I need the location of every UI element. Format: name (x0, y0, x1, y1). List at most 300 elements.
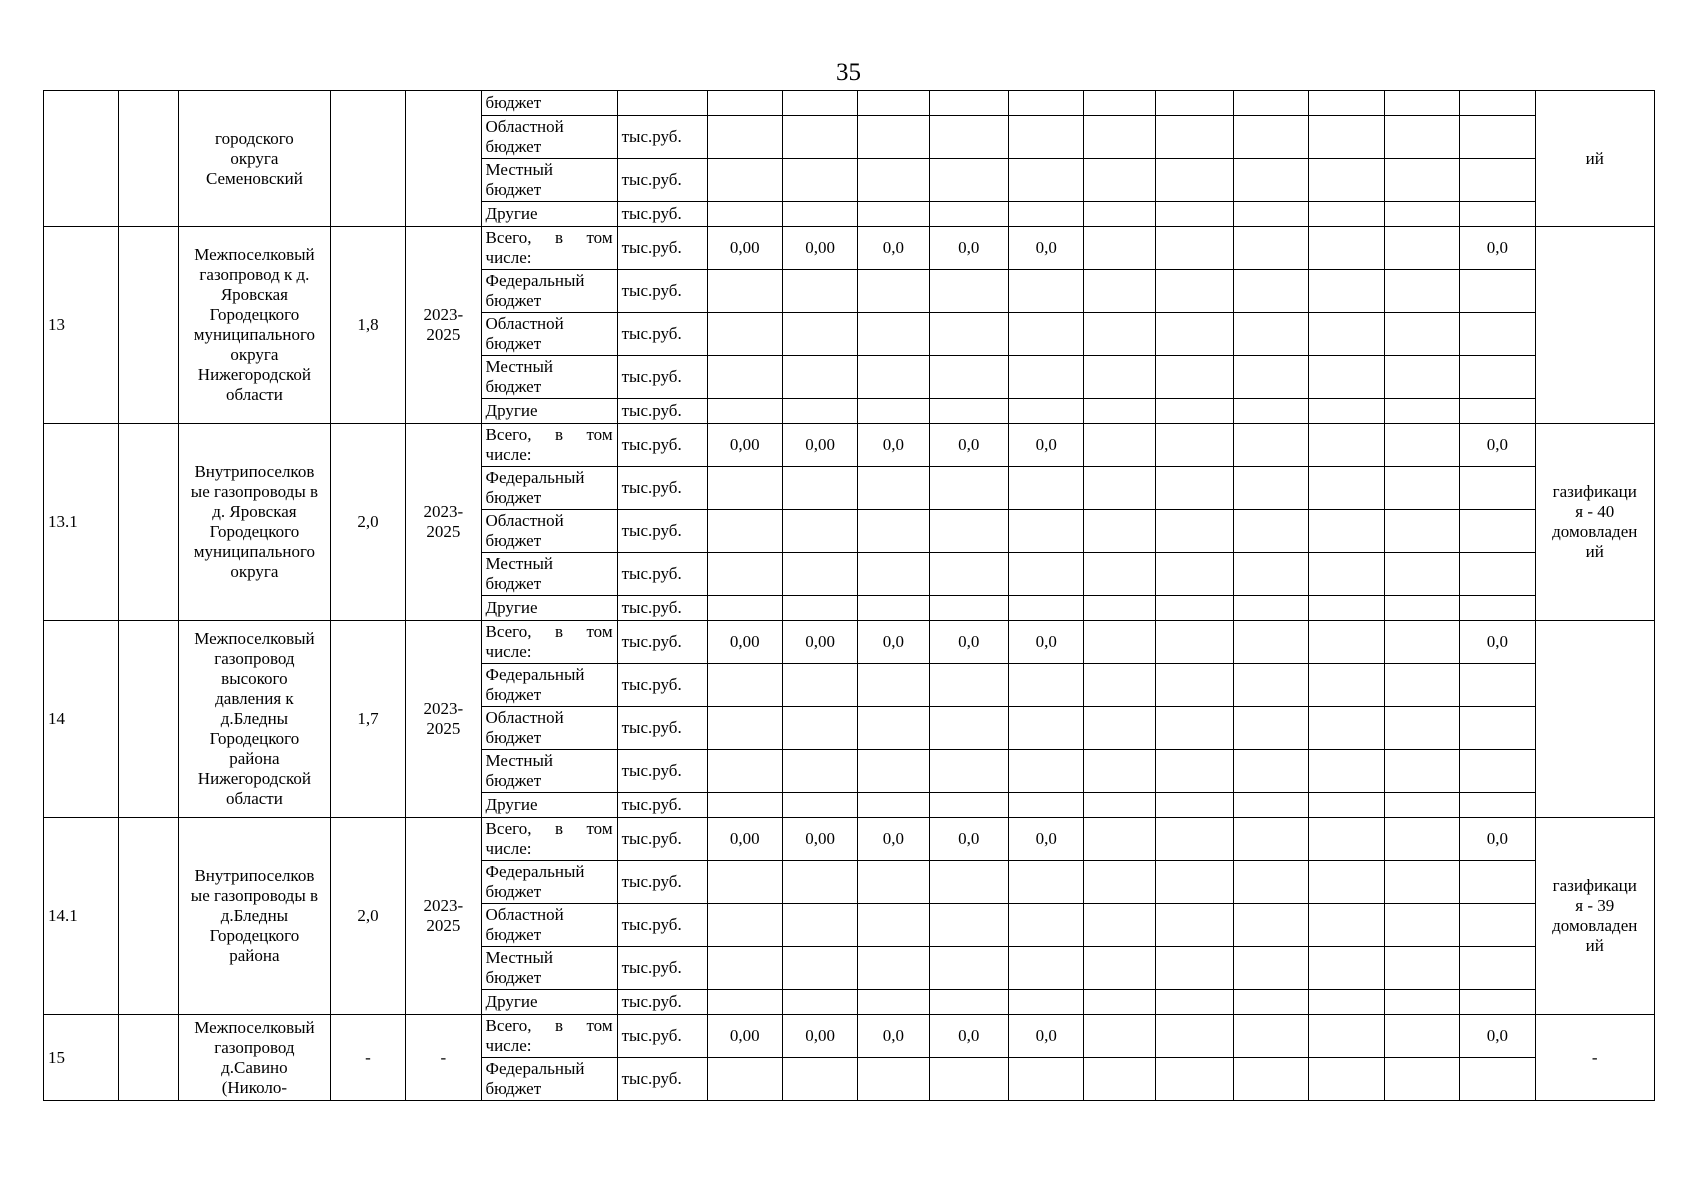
source-line: числе: (485, 839, 532, 858)
total-cell: 0,0 (1460, 227, 1535, 270)
empty-cell (1384, 227, 1459, 270)
empty-cell (1234, 707, 1309, 750)
unit-cell: тыс.руб. (617, 793, 707, 818)
value-cell: 0,0 (858, 227, 929, 270)
empty-cell (1084, 202, 1155, 227)
object-line: д.Бледны (220, 709, 289, 728)
empty-cell (1384, 202, 1459, 227)
value-cell: 0,00 (707, 1015, 782, 1058)
source-word: том (586, 425, 613, 444)
empty-cell (707, 596, 782, 621)
empty-cell (1155, 399, 1234, 424)
value-cell: 0,0 (858, 424, 929, 467)
object-line: Городецкого (209, 522, 300, 541)
object-line: Межпоселковый (194, 629, 315, 648)
empty-cell (929, 270, 1009, 313)
source-line: Местный (485, 554, 553, 573)
unit-cell: тыс.руб. (617, 356, 707, 399)
empty-cell (1084, 1058, 1155, 1101)
source-word: том (586, 622, 613, 641)
empty-cell (1309, 467, 1384, 510)
unit-cell: тыс.руб. (617, 467, 707, 510)
empty-cell (1384, 510, 1459, 553)
source-other: Другие (481, 990, 617, 1015)
unit-cell: тыс.руб. (617, 424, 707, 467)
empty-cell (707, 116, 782, 159)
source-line: бюджет (485, 771, 542, 790)
empty-cell (119, 1015, 179, 1101)
empty-cell (858, 596, 929, 621)
empty-cell (782, 399, 857, 424)
empty-cell (1384, 861, 1459, 904)
empty-cell (1234, 904, 1309, 947)
empty-cell (1384, 793, 1459, 818)
empty-cell (1460, 399, 1535, 424)
empty-cell (1384, 159, 1459, 202)
empty-cell (1384, 1015, 1459, 1058)
empty-cell (858, 313, 929, 356)
period-cell (406, 227, 481, 424)
unit-cell: тыс.руб. (617, 553, 707, 596)
empty-cell (1460, 510, 1535, 553)
source-line: бюджет (485, 925, 542, 944)
empty-cell (1234, 424, 1309, 467)
empty-cell (1009, 553, 1084, 596)
unit-cell: тыс.руб. (617, 159, 707, 202)
empty-cell (1155, 793, 1234, 818)
empty-cell (1384, 990, 1459, 1015)
period-line: 2023- (423, 699, 464, 718)
table-row (44, 818, 1655, 861)
empty-cell (707, 510, 782, 553)
empty-cell (707, 399, 782, 424)
empty-cell (1460, 116, 1535, 159)
empty-cell (858, 399, 929, 424)
empty-cell (1460, 91, 1535, 116)
source-line: бюджет (485, 334, 542, 353)
empty-cell (782, 356, 857, 399)
empty-cell (1084, 159, 1155, 202)
result-cell (1535, 1015, 1654, 1101)
empty-cell (858, 1058, 929, 1101)
empty-cell (1309, 202, 1384, 227)
source-line: бюджет (485, 1079, 542, 1098)
empty-cell (1155, 202, 1234, 227)
empty-cell (1384, 947, 1459, 990)
empty-cell (1155, 1058, 1234, 1101)
source-word: в (554, 622, 563, 641)
empty-cell (1234, 664, 1309, 707)
empty-cell (1309, 861, 1384, 904)
period-line: 2025 (426, 522, 461, 541)
empty-cell (1384, 270, 1459, 313)
source-line (486, 228, 613, 248)
empty-cell (119, 91, 179, 227)
object-name (179, 1015, 331, 1101)
empty-cell (929, 510, 1009, 553)
empty-cell (782, 947, 857, 990)
result-line: домовладен (1552, 522, 1638, 541)
empty-cell (858, 510, 929, 553)
source-line: числе: (485, 642, 532, 661)
source-word: Всего, (485, 819, 532, 838)
page-number: 35 (836, 59, 861, 86)
source-word: том (586, 819, 613, 838)
empty-cell (707, 664, 782, 707)
source-federal (481, 664, 617, 707)
empty-cell (1009, 664, 1084, 707)
empty-cell (1084, 861, 1155, 904)
empty-cell (1084, 596, 1155, 621)
empty-cell (1084, 904, 1155, 947)
empty-cell (929, 707, 1009, 750)
empty-cell (707, 707, 782, 750)
empty-cell (1009, 990, 1084, 1015)
length-cell: 1,8 (330, 227, 405, 424)
empty-cell (858, 793, 929, 818)
empty-cell (1309, 424, 1384, 467)
unit-cell: тыс.руб. (617, 1015, 707, 1058)
empty-cell (1084, 270, 1155, 313)
source-word: том (586, 228, 613, 247)
empty-cell (1460, 467, 1535, 510)
row-number: 15 (44, 1015, 119, 1101)
empty-cell (858, 990, 929, 1015)
empty-cell (1084, 313, 1155, 356)
source-total (481, 621, 617, 664)
empty-cell (707, 270, 782, 313)
source-budget: бюджет (481, 91, 617, 116)
empty-cell (782, 91, 857, 116)
empty-cell (1234, 116, 1309, 159)
empty-cell (1155, 990, 1234, 1015)
source-total (481, 818, 617, 861)
period-line: 2025 (426, 719, 461, 738)
table-row (44, 227, 1655, 270)
source-line: числе: (485, 1036, 532, 1055)
empty-cell (1234, 467, 1309, 510)
empty-cell (707, 313, 782, 356)
period-cell (406, 818, 481, 1015)
period-cell (406, 621, 481, 818)
empty-cell (782, 793, 857, 818)
unit-cell: тыс.руб. (617, 596, 707, 621)
empty-cell (1234, 621, 1309, 664)
empty-cell (782, 159, 857, 202)
empty-cell (858, 202, 929, 227)
source-regional (481, 904, 617, 947)
empty-cell (1460, 664, 1535, 707)
source-line: Федеральный (485, 468, 585, 487)
empty-cell (1084, 818, 1155, 861)
source-local (481, 947, 617, 990)
source-word: в (554, 425, 563, 444)
source-regional (481, 313, 617, 356)
object-name (179, 227, 331, 424)
empty-cell (1309, 596, 1384, 621)
empty-cell (782, 313, 857, 356)
empty-cell (1155, 510, 1234, 553)
object-line: муниципального (193, 542, 316, 561)
empty-cell (707, 356, 782, 399)
empty-cell (858, 861, 929, 904)
source-word: в (554, 1016, 563, 1035)
empty-cell (1009, 707, 1084, 750)
empty-cell (1384, 596, 1459, 621)
table-row (44, 424, 1655, 467)
source-line: бюджет (485, 531, 542, 550)
empty-cell (1460, 553, 1535, 596)
unit-cell: тыс.руб. (617, 227, 707, 270)
empty-cell (1234, 91, 1309, 116)
empty-cell (929, 356, 1009, 399)
empty-cell (1009, 202, 1084, 227)
empty-cell (929, 116, 1009, 159)
period-line: 2023- (423, 896, 464, 915)
empty-cell (1460, 313, 1535, 356)
value-cell: 0,00 (707, 227, 782, 270)
empty-cell (1460, 270, 1535, 313)
source-word: Всего, (485, 622, 532, 641)
source-line: Местный (485, 160, 553, 179)
empty-cell (707, 990, 782, 1015)
object-name (179, 424, 331, 621)
empty-cell (858, 750, 929, 793)
result-cell (1535, 424, 1654, 621)
source-word: Всего, (485, 1016, 532, 1035)
empty-cell (782, 904, 857, 947)
row-number: 14.1 (44, 818, 119, 1015)
length-cell (330, 91, 405, 227)
length-cell: 2,0 (330, 424, 405, 621)
empty-cell (707, 1058, 782, 1101)
length-cell: 2,0 (330, 818, 405, 1015)
empty-cell (1009, 467, 1084, 510)
unit-cell: тыс.руб. (617, 861, 707, 904)
source-total (481, 424, 617, 467)
source-line: бюджет (485, 574, 542, 593)
period-line: 2025 (426, 916, 461, 935)
source-line: Областной (485, 117, 564, 136)
empty-cell (1084, 553, 1155, 596)
empty-cell (1009, 159, 1084, 202)
empty-cell (1309, 270, 1384, 313)
source-line: бюджет (485, 137, 542, 156)
empty-cell (782, 270, 857, 313)
empty-cell (1309, 818, 1384, 861)
empty-cell (1009, 313, 1084, 356)
empty-cell (1155, 467, 1234, 510)
empty-cell (1309, 990, 1384, 1015)
empty-cell (1009, 356, 1084, 399)
empty-cell (929, 861, 1009, 904)
empty-cell (782, 861, 857, 904)
source-other: Другие (481, 793, 617, 818)
unit-cell: тыс.руб. (617, 399, 707, 424)
empty-cell (1084, 793, 1155, 818)
source-word: в (554, 819, 563, 838)
empty-cell (1234, 553, 1309, 596)
object-line: Семеновский (205, 168, 303, 188)
empty-cell (929, 664, 1009, 707)
result-line: ий (1585, 542, 1604, 561)
empty-cell (707, 750, 782, 793)
unit-cell: тыс.руб. (617, 202, 707, 227)
empty-cell (707, 861, 782, 904)
empty-cell (929, 202, 1009, 227)
empty-cell (1084, 91, 1155, 116)
object-line: д. Яровская (212, 502, 297, 521)
empty-cell (1155, 424, 1234, 467)
value-cell: 0,0 (858, 621, 929, 664)
value-cell: 0,0 (929, 818, 1009, 861)
empty-cell (1009, 91, 1084, 116)
empty-cell (858, 467, 929, 510)
source-local (481, 553, 617, 596)
object-line: района (229, 946, 280, 965)
source-line: бюджет (485, 728, 542, 747)
empty-cell (707, 947, 782, 990)
empty-cell (1084, 227, 1155, 270)
empty-cell (1460, 159, 1535, 202)
empty-cell (782, 990, 857, 1015)
empty-cell (929, 1058, 1009, 1101)
empty-cell (929, 947, 1009, 990)
empty-cell (858, 159, 929, 202)
empty-cell (1309, 313, 1384, 356)
object-line: округа (230, 148, 279, 168)
empty-cell (1384, 750, 1459, 793)
source-word: Всего, (485, 228, 532, 247)
empty-cell (1155, 91, 1234, 116)
empty-cell (1460, 707, 1535, 750)
row-number: 13.1 (44, 424, 119, 621)
empty-cell (1234, 750, 1309, 793)
empty-cell (1234, 356, 1309, 399)
empty-cell (1384, 116, 1459, 159)
empty-cell (1309, 356, 1384, 399)
source-line: бюджет (485, 968, 542, 987)
empty-cell (1084, 399, 1155, 424)
empty-cell (1155, 750, 1234, 793)
result-line: - (1591, 1047, 1598, 1067)
table-body (44, 91, 1655, 1101)
empty-cell (782, 707, 857, 750)
table-row (44, 1015, 1655, 1058)
object-line: высокого (221, 669, 288, 688)
source-line: Федеральный (485, 665, 585, 684)
value-cell: 0,00 (707, 818, 782, 861)
empty-cell (1234, 227, 1309, 270)
empty-cell (1460, 990, 1535, 1015)
result-line: газификаци (1552, 482, 1637, 501)
source-line: Федеральный (485, 271, 585, 290)
object-line: (Николо- (221, 1077, 288, 1097)
result-cell (1535, 621, 1654, 818)
period-line: 2025 (426, 325, 461, 344)
empty-cell (782, 1058, 857, 1101)
row-number (44, 91, 119, 227)
empty-cell (929, 313, 1009, 356)
empty-cell (858, 707, 929, 750)
source-line: Областной (485, 708, 564, 727)
period-cell (406, 424, 481, 621)
source-line: числе: (485, 248, 532, 267)
empty-cell (1084, 467, 1155, 510)
object-line: Городецкого (209, 926, 300, 945)
empty-cell (1009, 270, 1084, 313)
source-word: в (554, 228, 563, 247)
empty-cell (1309, 510, 1384, 553)
source-line: бюджет (485, 377, 542, 396)
empty-cell (1460, 1058, 1535, 1101)
source-line (486, 1016, 613, 1036)
empty-cell (707, 467, 782, 510)
source-local (481, 356, 617, 399)
empty-cell (1155, 1015, 1234, 1058)
source-line: Областной (485, 511, 564, 530)
empty-cell (1234, 202, 1309, 227)
empty-cell (1084, 947, 1155, 990)
empty-cell (858, 664, 929, 707)
empty-cell (1009, 596, 1084, 621)
source-line: Областной (485, 905, 564, 924)
empty-cell (1084, 664, 1155, 707)
object-line: давления к (215, 689, 294, 708)
empty-cell (707, 91, 782, 116)
object-line: Межпоселковый (194, 245, 315, 264)
empty-cell (782, 116, 857, 159)
source-total (481, 1015, 617, 1058)
empty-cell (1084, 990, 1155, 1015)
empty-cell (1460, 750, 1535, 793)
source-total (481, 227, 617, 270)
empty-cell (1234, 818, 1309, 861)
empty-cell (1309, 664, 1384, 707)
value-cell: 0,0 (858, 818, 929, 861)
empty-cell (1155, 553, 1234, 596)
empty-cell (858, 270, 929, 313)
value-cell: 0,0 (1009, 818, 1084, 861)
empty-cell (1460, 596, 1535, 621)
empty-cell (1155, 116, 1234, 159)
period-cell (406, 1015, 481, 1101)
source-line: бюджет (485, 291, 542, 310)
empty-cell (858, 356, 929, 399)
source-line: бюджет (485, 685, 542, 704)
unit-cell: тыс.руб. (617, 990, 707, 1015)
source-other: Другие (481, 202, 617, 227)
empty-cell (782, 553, 857, 596)
empty-cell (1309, 750, 1384, 793)
source-line: числе: (485, 445, 532, 464)
unit-cell: тыс.руб. (617, 947, 707, 990)
empty-cell (1009, 116, 1084, 159)
value-cell: 0,00 (707, 621, 782, 664)
empty-cell (1384, 313, 1459, 356)
unit-cell: тыс.руб. (617, 116, 707, 159)
source-regional (481, 510, 617, 553)
object-line: района (229, 749, 280, 768)
result-line: домовладен (1552, 916, 1638, 935)
empty-cell (1384, 818, 1459, 861)
object-line: Яровская (220, 285, 288, 304)
value-cell: 0,0 (929, 424, 1009, 467)
empty-cell (1155, 227, 1234, 270)
object-line: газопровод (214, 1037, 295, 1057)
empty-cell (1309, 227, 1384, 270)
object-line: округа (230, 345, 279, 364)
